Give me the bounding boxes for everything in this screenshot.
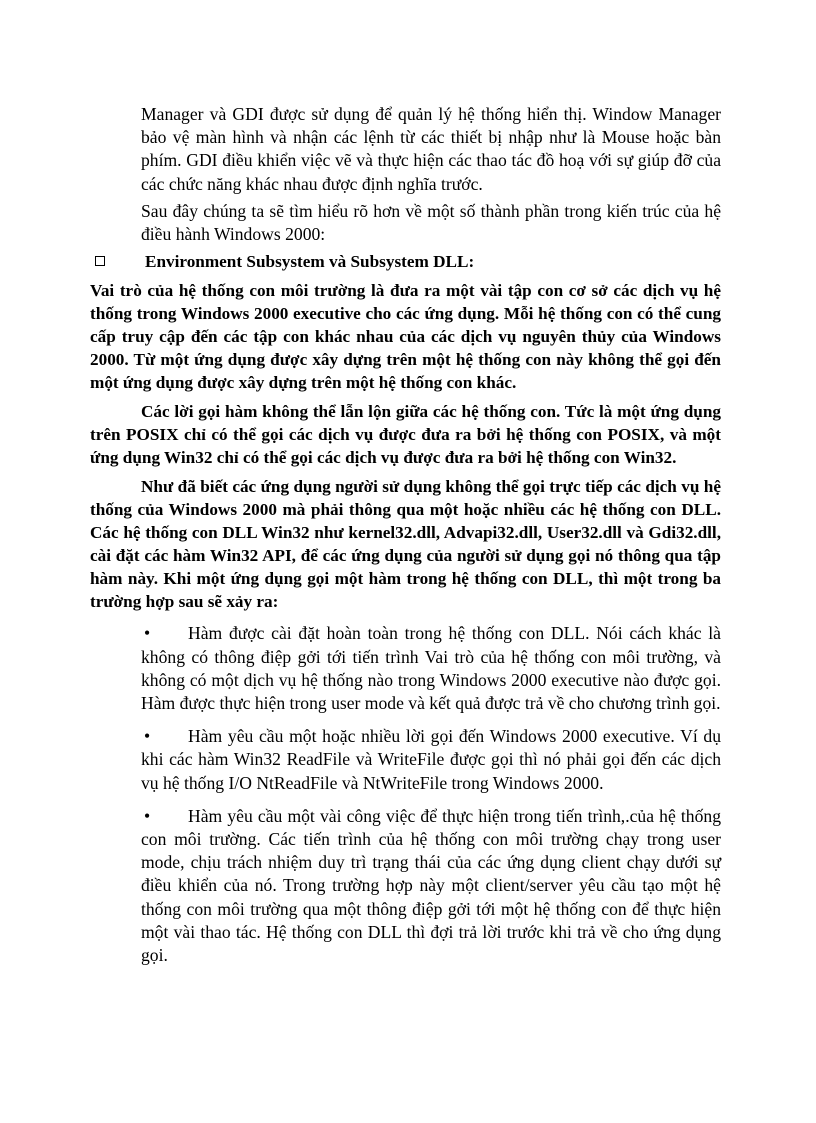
list-item (141, 805, 721, 967)
list-item (141, 725, 721, 795)
list-item-text: Hàm yêu cầu một hoặc nhiều lời gọi đến Windows 2000 executive. Ví dụ khi các hàm Win32 ReadFile và WriteFile được gọi thì nó phải gọi đến các dịch vụ hệ thống I/O NtReadFile và NtWriteFile trong Windows 2000. (141, 726, 721, 793)
list-item-text: Hàm yêu cầu một vài công việc để thực hiện trong tiến trình,.của hệ thống con môi trường. Các tiến trình của hệ thống con môi trường chạy trong user mode, chịu trách nhiệm duy trì trạng thái của các ứng dụng client chạy dưới sự điều khiển của nó. Trong trường hợp này một client/server yêu cầu tạo một hệ thống con môi trường qua một thông điệp gởi tới một hệ thống con để thực hiện một vài thao tác. Hệ thống con DLL thì đợi trả lời trước khi trả về cho ứng dụng gọi. (141, 805, 721, 966)
transition-paragraph (141, 200, 721, 246)
intro-paragraph: Manager và GDI được sử dụng để quản lý hệ thống hiển thị. Window Manager bảo vệ màn hình và nhận các lệnh từ các thiết bị nhập như là Mouse hoặc bàn phím. GDI điều khiển việc vẽ và thực hiện các thao tác đồ hoạ với sự giúp đỡ của các chức năng khác nhau được định nghĩa trước. (141, 104, 721, 194)
list-item-text: Hàm được cài đặt hoàn toàn trong hệ thống con DLL. Nói cách khác là không có thông điệp gởi tới tiến trình Vai trò của hệ thống con môi trường, và không có một dịch vụ hệ thống nào trong Windows 2000 executive nào được gọi. Hàm được thực hiện trong user mode và kết quả được trả về cho chương trình gọi. (141, 623, 721, 714)
bold-paragraph-3: Như đã biết các ứng dụng người sử dụng không thể gọi trực tiếp các dịch vụ hệ thống của Windows 2000 mà phải thông qua một hoặc nhiều các hệ thống con DLL. Các hệ thống con DLL Win32 như kernel32.dll, Advapi32.dll, User32.dll và Gdi32.dll, cài đặt các hàm Win32 API, để các ứng dụng của người sử dụng gọi nó thông qua tập hàm này. Khi một ứng dụng gọi một hàm trong hệ thống con DLL, thì một trong ba trường hợp sau sẽ xảy ra: (90, 477, 721, 612)
bullet-icon: • (144, 726, 151, 747)
section-heading-text: Environment Subsystem và Subsystem DLL: (145, 252, 475, 272)
transition-paragraph-text: Sau đây chúng ta sẽ tìm hiểu rõ hơn về một số thành phần trong kiến trúc của hệ điều hành Windows 2000: (141, 200, 721, 245)
list-item (141, 622, 721, 715)
square-bullet-icon (95, 256, 105, 266)
document-page (90, 103, 721, 977)
bullet-list (141, 622, 721, 967)
bold-section (90, 279, 721, 613)
bullet-icon: • (144, 623, 151, 644)
bullet-icon: • (144, 805, 151, 826)
bold-paragraph-1: Vai trò của hệ thống con môi trường là đưa ra một vài tập con cơ sở các dịch vụ hệ thống trong Windows 2000 executive cho các ứng dụng. Mỗi hệ thống con có thể cung cấp truy cập đến các tập con khác nhau của các dịch vụ nguyên thủy của Windows 2000. Từ một ứng dụng được xây dựng trên một hệ thống con này không thể gọi đến một ứng dụng được xây dựng trên một hệ thống con khác. (90, 281, 721, 393)
section-heading (95, 250, 721, 273)
bold-paragraph-2: Các lời gọi hàm không thể lẫn lộn giữa các hệ thống con. Tức là một ứng dụng trên POSIX chỉ có thể gọi các dịch vụ được đưa ra bởi hệ thống con POSIX, và một ứng dụng Win32 chỉ có thể gọi các dịch vụ được đưa ra bởi hệ thống con Win32. (90, 402, 721, 468)
